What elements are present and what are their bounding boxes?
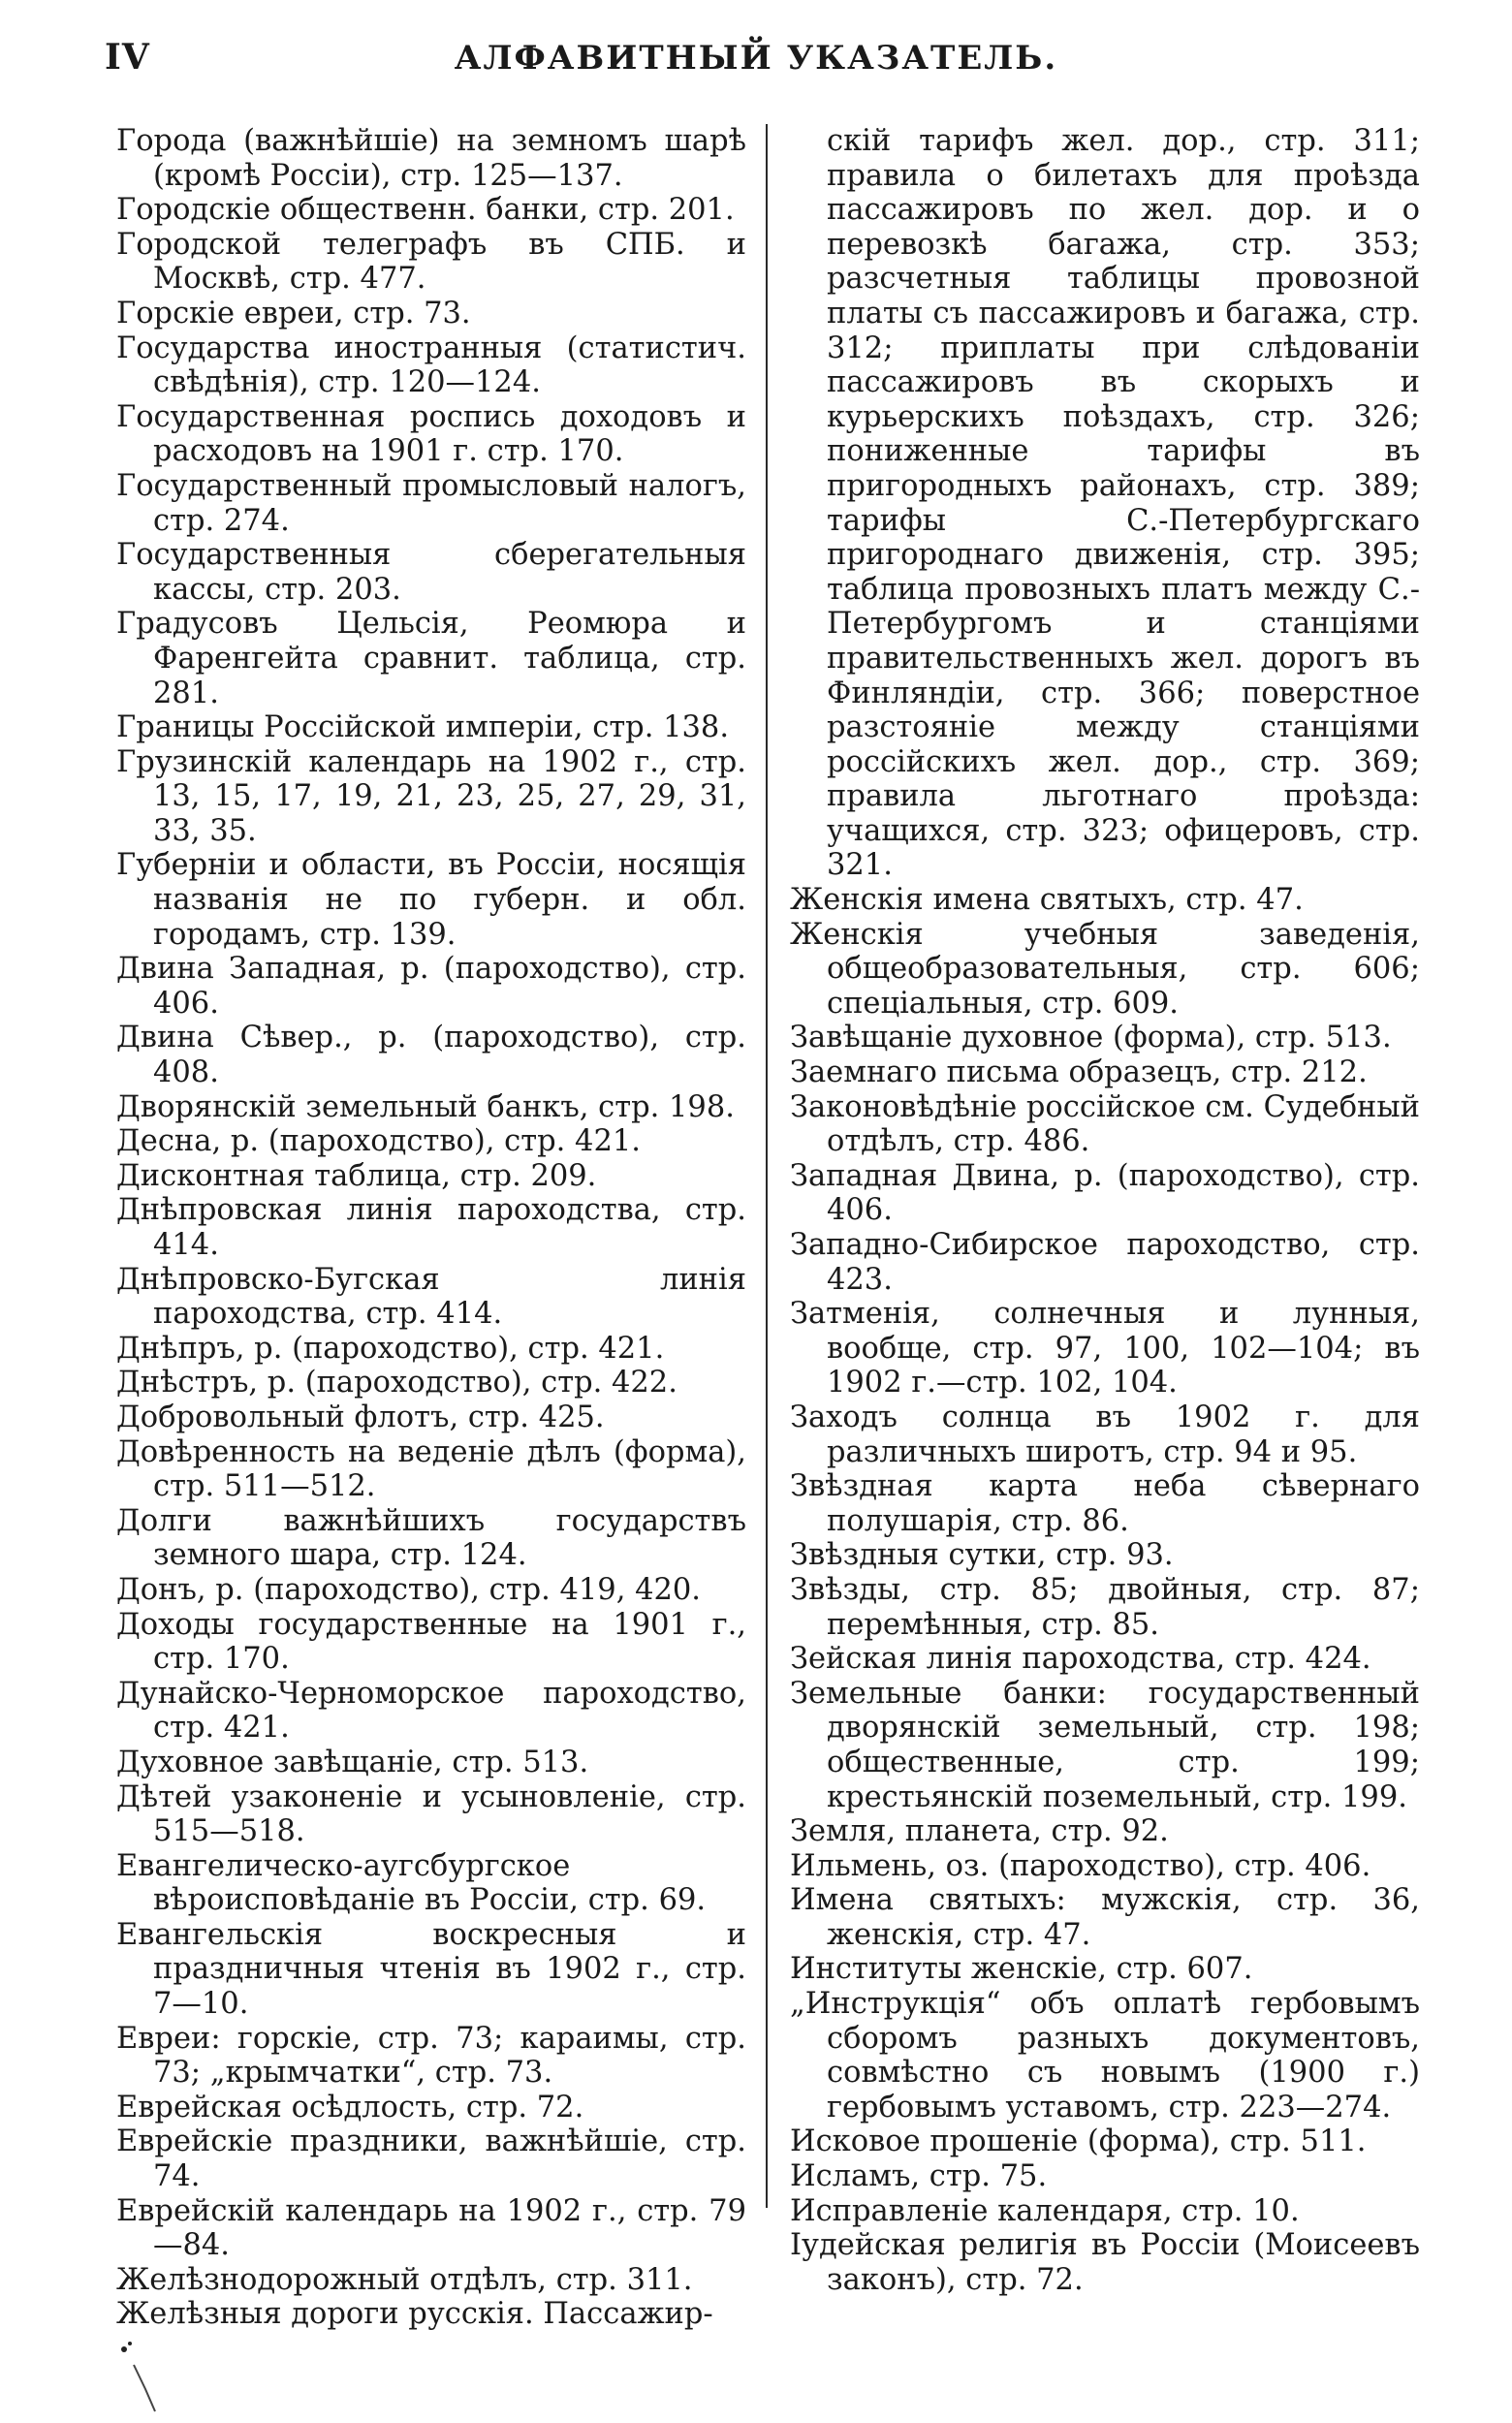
index-entry: Государственныя сберегательныя кассы, стр. 203.: [116, 538, 746, 607]
index-entry: Доходы государственные на 1901 г., стр. 170.: [116, 1607, 746, 1677]
index-entry: Желѣзнодорожный отдѣлъ, стр. 311.: [116, 2262, 693, 2297]
index-entry: Довѣренность на веденіе дѣлъ (форма), стр. 511—512.: [116, 1434, 746, 1504]
index-entry: Донъ, р. (пароходство), стр. 419, 420.: [116, 1572, 702, 1607]
column-divider: [766, 124, 768, 2208]
index-entry: Долги важнѣйшихъ государствъ земного шара, стр. 124.: [116, 1503, 746, 1573]
index-entry: Днѣпровско-Бугская линія пароходства, стр. 414.: [116, 1262, 746, 1332]
index-entry: „Инструкція“ объ оплатѣ гербовымъ сборомъ разныхъ документовъ, совмѣстно съ новымъ (1900 г.) гербовымъ уставомъ, стр. 223—274.: [790, 1987, 1420, 2124]
index-entry: Евреи: горскіе, стр. 73; караимы, стр. 73; „крымчатки“, стр. 73.: [116, 2021, 746, 2091]
index-entry: Государства иностранныя (статистич. свѣдѣнія), стр. 120—124.: [116, 330, 746, 400]
index-entry: Западно-Сибирское пароходство, стр. 423.: [790, 1228, 1420, 1297]
index-column-right: [790, 124, 1420, 2297]
index-entry: Государственный промысловый налогъ, стр. 274.: [116, 468, 746, 538]
index-entry: Женскія имена святыхъ, стр. 47.: [790, 883, 1304, 918]
index-entry: Дѣтей узаконеніе и усыновленіе, стр. 515—518.: [116, 1779, 746, 1849]
index-entry: Дунайско-Черноморское пароходство, стр. 421.: [116, 1676, 746, 1746]
index-entry: Евангелическо-аугсбургское вѣроисповѣданіе въ Россіи, стр. 69.: [116, 1848, 707, 1918]
index-entry: Заходъ солнца въ 1902 г. для различныхъ широтъ, стр. 94 и 95.: [790, 1400, 1420, 1469]
index-entry: Духовное завѣщаніе, стр. 513.: [116, 1745, 589, 1779]
index-entry: Земельные банки: государственный дворянскій земельный, стр. 198; общественные, стр. 199; крестьянскій поземельный, стр. 199.: [790, 1676, 1420, 1814]
index-entry: Звѣздныя сутки, стр. 93.: [790, 1538, 1174, 1573]
index-entry: Исламъ, стр. 75.: [790, 2159, 1048, 2194]
index-entry: Десна, р. (пароходство), стр. 421.: [116, 1124, 641, 1159]
index-entry: Исправленіе календаря, стр. 10.: [790, 2193, 1300, 2228]
running-head: [0, 37, 1512, 85]
index-entry: Двина Сѣвер., р. (пароходство), стр. 408.: [116, 1021, 746, 1090]
index-entry: Еврейскій календарь на 1902 г., стр. 79—84.: [116, 2193, 746, 2263]
index-entry: Дисконтная таблица, стр. 209.: [116, 1158, 597, 1193]
index-entry: Государственная роспись доходовъ и расходовъ на 1901 г. стр. 170.: [116, 399, 746, 469]
index-entry: Имена святыхъ: мужскія, стр. 36, женскія, стр. 47.: [790, 1883, 1420, 1952]
index-entry: Затменія, солнечныя и лунныя, вообще, стр. 97, 100, 102—104; въ 1902 г.—стр. 102, 104.: [790, 1297, 1420, 1400]
index-entry: Грузинскій календарь на 1902 г., стр. 13, 15, 17, 19, 21, 23, 25, 27, 29, 31, 33, 35.: [116, 744, 746, 848]
index-entry: Горскіе евреи, стр. 73.: [116, 296, 471, 330]
page-title: АЛФАВИТНЫЙ УКАЗАТЕЛЬ.: [454, 39, 1058, 78]
index-entry: Днѣпръ, р. (пароходство), стр. 421.: [116, 1331, 665, 1366]
index-entry: Добровольный флотъ, стр. 425.: [116, 1400, 605, 1434]
index-entry: Звѣзды, стр. 85; двойныя, стр. 87; перемѣнныя, стр. 85.: [790, 1572, 1420, 1642]
index-entry: Заемнаго письма образецъ, стр. 212.: [790, 1055, 1368, 1090]
index-entry: Дворянскій земельный банкъ, стр. 198.: [116, 1089, 735, 1124]
index-entry: Градусовъ Цельсія, Реомюра и Фаренгейта сравнит. таблица, стр. 281.: [116, 607, 746, 710]
index-entry: Земля, планета, стр. 92.: [790, 1814, 1169, 1849]
page-number: IV: [105, 37, 150, 78]
ink-specks-decoration: [116, 2336, 174, 2413]
index-entry: Города (важнѣйшіе) на земномъ шарѣ (кромѣ Россіи), стр. 125—137.: [116, 124, 746, 193]
index-column-left: [116, 124, 746, 2332]
index-entry: Границы Россійской имперіи, стр. 138.: [116, 710, 730, 745]
index-entry: Губерніи и области, въ Россіи, носящія названія не по губерн. и обл. городамъ, стр. 139.: [116, 848, 746, 952]
index-entry: Еврейская осѣдлость, стр. 72.: [116, 2090, 584, 2124]
index-entry: Желѣзныя дороги русскія. Пассажир-: [116, 2297, 713, 2332]
index-entry: Ильмень, оз. (пароходство), стр. 406.: [790, 1848, 1371, 1883]
index-entry: Еврейскіе праздники, важнѣйшіе, стр. 74.: [116, 2124, 746, 2194]
index-entry: Исковое прошеніе (форма), стр. 511.: [790, 2124, 1367, 2159]
index-entry: Законовѣдѣніе россійское см. Судебный отдѣлъ, стр. 486.: [790, 1089, 1420, 1159]
index-entry: Западная Двина, р. (пароходство), стр. 406.: [790, 1158, 1420, 1228]
index-entry: Іудейская религія въ Россіи (Моисеевъ законъ), стр. 72.: [790, 2228, 1420, 2297]
index-entry: Звѣздная карта неба сѣвернаго полушарія, стр. 86.: [790, 1469, 1420, 1538]
index-entry: Днѣстръ, р. (пароходство), стр. 422.: [116, 1366, 677, 1400]
index-entry: Завѣщаніе духовное (форма), стр. 513.: [790, 1021, 1392, 1055]
index-entry: Днѣпровская линія пароходства, стр. 414.: [116, 1193, 746, 1262]
index-entry: Зейская линія пароходства, стр. 424.: [790, 1642, 1371, 1677]
index-entry: Двина Западная, р. (пароходство), стр. 406.: [116, 952, 746, 1021]
index-entry: Евангельскія воскресныя и праздничныя чтенія въ 1902 г., стр. 7—10.: [116, 1917, 746, 2022]
index-entry: Городской телеграфъ въ СПБ. и Москвѣ, стр. 477.: [116, 227, 746, 297]
index-entry: Городскіе общественн. банки, стр. 201.: [116, 193, 735, 228]
index-entry-continuation: скій тарифъ жел. дор., стр. 311; правила о билетахъ для проѣзда пассажировъ по жел. дор. и о перевозкѣ багажа, стр. 353; разсчетныя таблицы провозной платы съ пассажировъ и багажа, стр. 312; приплаты при слѣдованіи пассажировъ въ скорыхъ и курьерскихъ поѣздахъ, стр. 326; пониженные тарифы въ пригородныхъ районахъ, стр. 389; тарифы С.-Петербургскаго пригороднаго движенія, стр. 395; таблица провозныхъ платъ между С.-Петербургомъ и станціями правительственныхъ жел. дорогъ въ Финляндіи, стр. 366; поверстное разстояніе между станціями россійскихъ жел. дор., стр. 369; правила льготнаго проѣзда: учащихся, стр. 323; офицеровъ, стр. 321.: [827, 124, 1420, 883]
index-entry: Женскія учебныя заведенія, общеобразовательныя, стр. 606; спеціальныя, стр. 609.: [790, 917, 1420, 1021]
index-entry: Институты женскіе, стр. 607.: [790, 1952, 1253, 1987]
